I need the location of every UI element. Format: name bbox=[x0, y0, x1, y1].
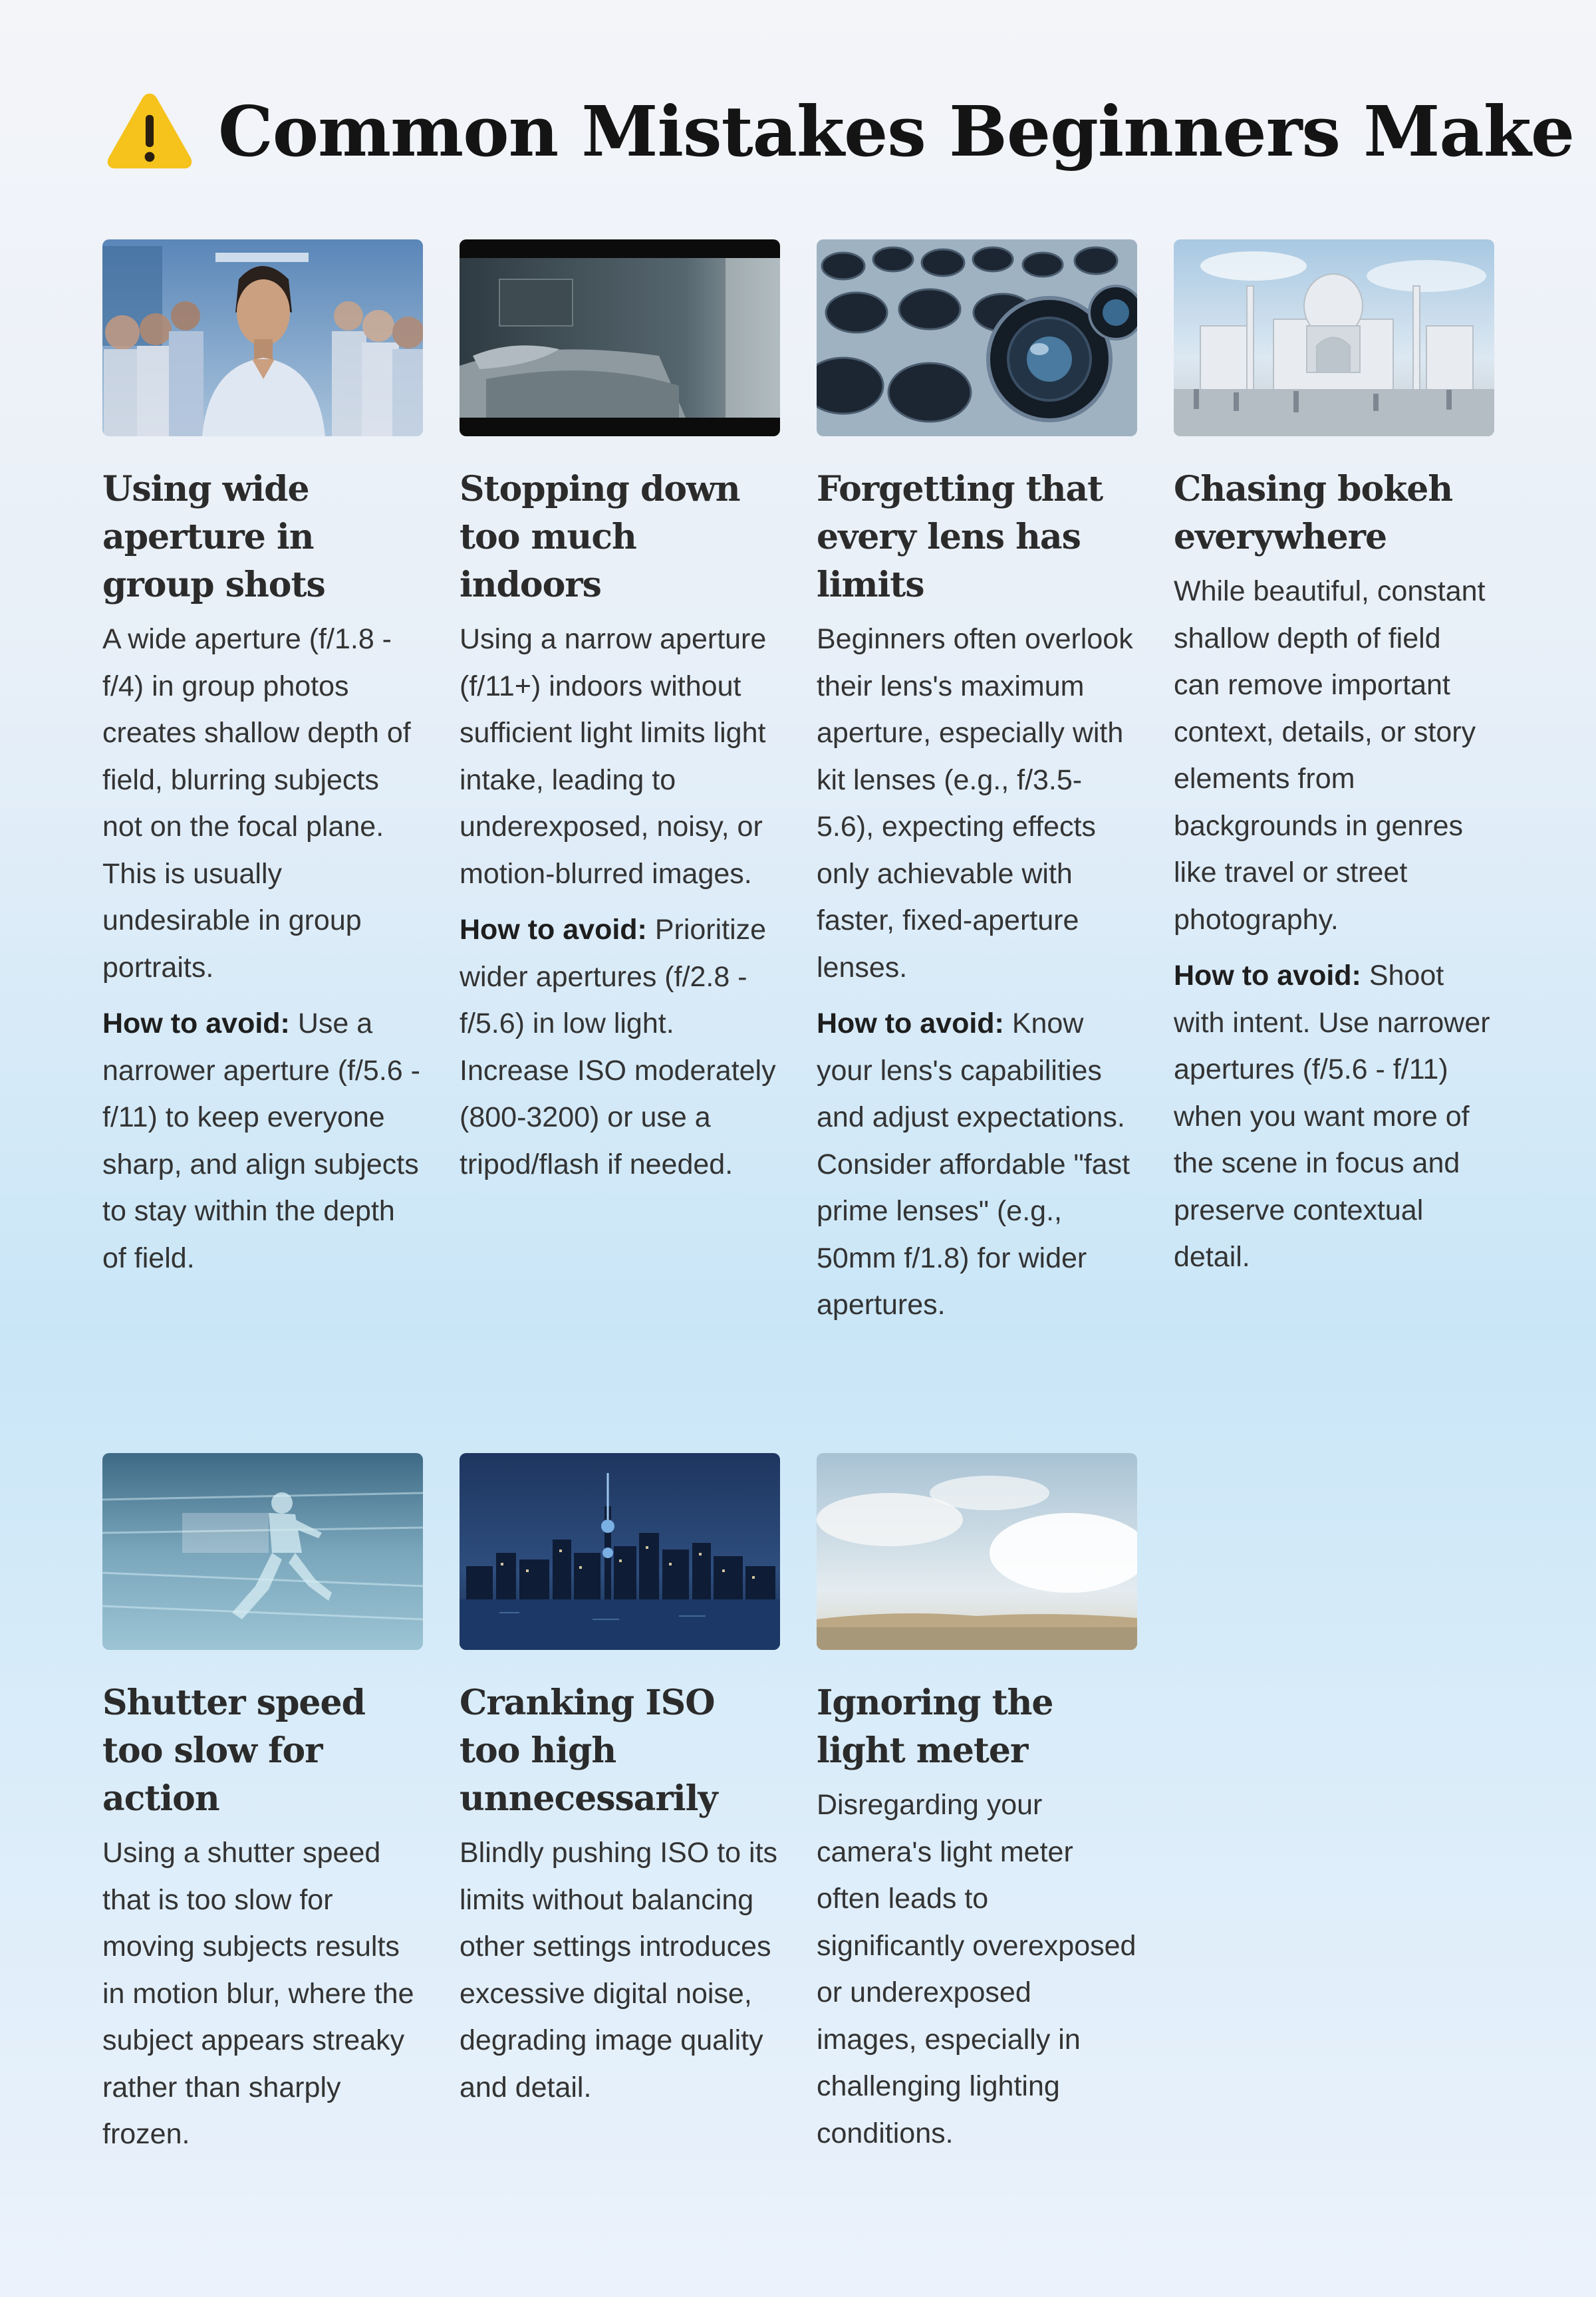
how-to-avoid-text: Use a narrower aperture (f/5.6 - f/11) to keep everyone sharp, and align subjects to stay within the depth of field. bbox=[102, 1008, 420, 1274]
how-to-avoid-label: How to avoid: bbox=[1174, 960, 1361, 992]
dark-bedroom-image bbox=[460, 239, 780, 436]
bright-sky-landscape-image bbox=[817, 1453, 1137, 1650]
card-body: Blindly pushing ISO to its limits without balancing other settings introduces excessive digital noise, degrading image quality and detail. bbox=[460, 1837, 778, 2103]
card-body: Using a shutter speed that is too slow for moving subjects results in motion blur, where the subject appears streaky rather than sharply frozen. bbox=[102, 1837, 414, 2150]
camera-lenses-image bbox=[817, 239, 1137, 436]
card-body: Beginners often overlook their lens's maximum aperture, especially with kit lenses (e.g., f/3.5-5.6), expecting effects only achievable with faster, fixed-aperture lenses. bbox=[817, 623, 1133, 984]
card-title: Cranking ISO too high unnecessarily bbox=[460, 1683, 718, 1819]
mistake-card bbox=[102, 239, 423, 1291]
motion-blur-runner-image bbox=[102, 1453, 423, 1650]
card-title: Using wide aperture in group shots bbox=[102, 469, 325, 605]
card-body: A wide aperture (f/1.8 - f/4) in group photos creates shallow depth of field, blurring subjects not on the focal plane. This is usually undesirable in group portraits. bbox=[102, 623, 411, 984]
card-avoid bbox=[460, 906, 780, 1188]
how-to-avoid-label: How to avoid: bbox=[460, 914, 647, 946]
night-city-skyline-image bbox=[460, 1453, 780, 1650]
card-avoid bbox=[1174, 952, 1494, 1281]
how-to-avoid-text: Know your lens's capabilities and adjust expectations. Consider affordable "fast prime lenses" (e.g., 50mm f/1.8) for wider apertures. bbox=[817, 1008, 1130, 1321]
warning-icon bbox=[105, 86, 194, 176]
how-to-avoid-text: Shoot with intent. Use narrower apertures (f/5.6 - f/11) when you want more of the scene in focus and preserve contextual detail. bbox=[1174, 960, 1490, 1273]
mistake-card bbox=[460, 239, 780, 1197]
card-body: While beautiful, constant shallow depth of field can remove important context, details, or story elements from backgrounds in genres like travel or street photography. bbox=[1174, 575, 1486, 936]
card-avoid bbox=[102, 1000, 423, 1282]
page-title: Common Mistakes Beginners Make bbox=[218, 90, 1574, 172]
mistake-card bbox=[817, 1453, 1137, 2166]
card-avoid bbox=[817, 1000, 1137, 1329]
how-to-avoid-label: How to avoid: bbox=[817, 1008, 1004, 1039]
card-body: Disregarding your camera's light meter often leads to significantly overexposed or underexposed images, especially in challenging lighting conditions. bbox=[817, 1789, 1136, 2149]
mistake-card bbox=[1174, 239, 1494, 1290]
how-to-avoid-text: Prioritize wider apertures (f/2.8 - f/5.6) in low light. Increase ISO moderately (800-3200) or use a tripod/flash if needed. bbox=[460, 914, 776, 1180]
card-title: Ignoring the light meter bbox=[817, 1683, 1053, 1771]
card-body: Using a narrow aperture (f/11+) indoors without sufficient light limits light intake, leading to underexposed, noisy, or motion-blurred images. bbox=[460, 623, 767, 890]
taj-mahal-image bbox=[1174, 239, 1494, 436]
card-title: Chasing bokeh everywhere bbox=[1174, 469, 1453, 557]
mistake-card bbox=[460, 1453, 780, 2120]
group-portrait-image bbox=[102, 239, 423, 436]
card-title: Forgetting that every lens has limits bbox=[817, 469, 1103, 605]
mistake-card bbox=[102, 1453, 423, 2167]
header bbox=[105, 81, 1574, 181]
mistake-card bbox=[817, 239, 1137, 1338]
how-to-avoid-label: How to avoid: bbox=[102, 1008, 290, 1039]
card-title: Stopping down too much indoors bbox=[460, 469, 740, 605]
card-title: Shutter speed too slow for action bbox=[102, 1683, 365, 1819]
